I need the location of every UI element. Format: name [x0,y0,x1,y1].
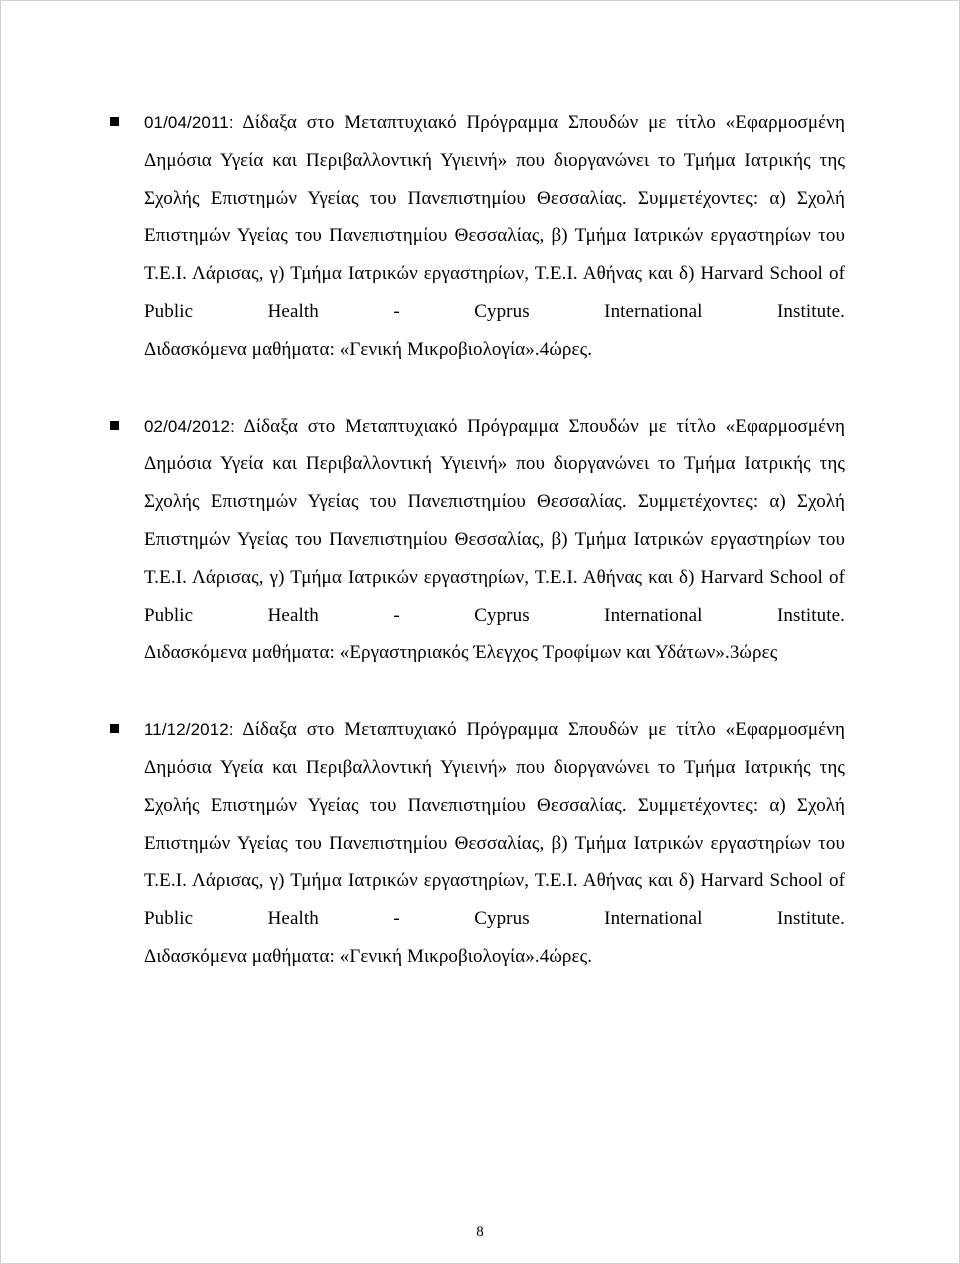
entry-description: Δίδαξα στο Μεταπτυχιακό Πρόγραμμα Σπουδών με τίτλο «Εφαρμοσμένη Δημόσια Υγεία και Περιβαλλοντική Υγιεινή» που διοργανώνει το Τμήμα Ιατρικής της Σχολής Επιστημών Υγείας του Πανεπιστημίου Θεσσαλίας. Συμμετέχοντες: α) Σχολή Επιστημών Υγείας του Πανεπιστημίου Θεσσαλίας, β) Τμήμα Ιατρικών εργαστηρίων του Τ.Ε.Ι. Λάρισας, γ) Τμήμα Ιατρικών εργαστηρίων, Τ.Ε.Ι. Αθήνας και δ) Harvard School of Public Health - Cyprus International Institute. [144,112,845,322]
entry-date: 02/04/2012: [144,416,235,436]
entry-date: 11/12/2012: [144,720,234,740]
entry-description: Δίδαξα στο Μεταπτυχιακό Πρόγραμμα Σπουδών με τίτλο «Εφαρμοσμένη Δημόσια Υγεία και Περιβαλλοντική Υγιεινή» που διοργανώνει το Τμήμα Ιατρικής της Σχολής Επιστημών Υγείας του Πανεπιστημίου Θεσσαλίας. Συμμετέχοντες: α) Σχολή Επιστημών Υγείας του Πανεπιστημίου Θεσσαλίας, β) Τμήμα Ιατρικών εργαστηρίων του Τ.Ε.Ι. Λάρισας, γ) Τμήμα Ιατρικών εργαστηρίων, Τ.Ε.Ι. Αθήνας και δ) Harvard School of Public Health - Cyprus International Institute. [144,719,845,930]
entry-courses: Διδασκόμενα μαθήματα: «Εργαστηριακός Έλεγχος Τροφίμων και Υδάτων».3ώρες [144,642,778,664]
teaching-entry-2 [144,408,845,673]
teaching-entry-3 [144,711,845,976]
entry-courses: Διδασκόμενα μαθήματα: «Γενική Μικροβιολογία».4ώρες. [144,338,593,360]
entry-date: 01/04/2011: [144,113,234,132]
entry-description: Δίδαξα στο Μεταπτυχιακό Πρόγραμμα Σπουδών με τίτλο «Εφαρμοσμένη Δημόσια Υγεία και Περιβαλλοντική Υγιεινή» που διοργανώνει το Τμήμα Ιατρικής της Σχολής Επιστημών Υγείας του Πανεπιστημίου Θεσσαλίας. Συμμετέχοντες: α) Σχολή Επιστημών Υγείας του Πανεπιστημίου Θεσσαλίας, β) Τμήμα Ιατρικών εργαστηρίων του Τ.Ε.Ι. Λάρισας, γ) Τμήμα Ιατρικών εργαστηρίων, Τ.Ε.Ι. Αθήνας και δ) Harvard School of Public Health - Cyprus International Institute. [144,415,845,626]
entry-paragraph [144,104,845,331]
teaching-entry-1 [144,104,845,369]
entry-paragraph [144,408,845,635]
page-number: 8 [476,1224,484,1240]
entry-paragraph [144,711,845,938]
square-bullet-icon [110,117,119,126]
square-bullet-icon [110,421,119,430]
teaching-entries-list [0,104,960,1015]
square-bullet-icon [110,724,119,733]
entry-courses: Διδασκόμενα μαθήματα: «Γενική Μικροβιολογία».4ώρες. [144,945,593,967]
